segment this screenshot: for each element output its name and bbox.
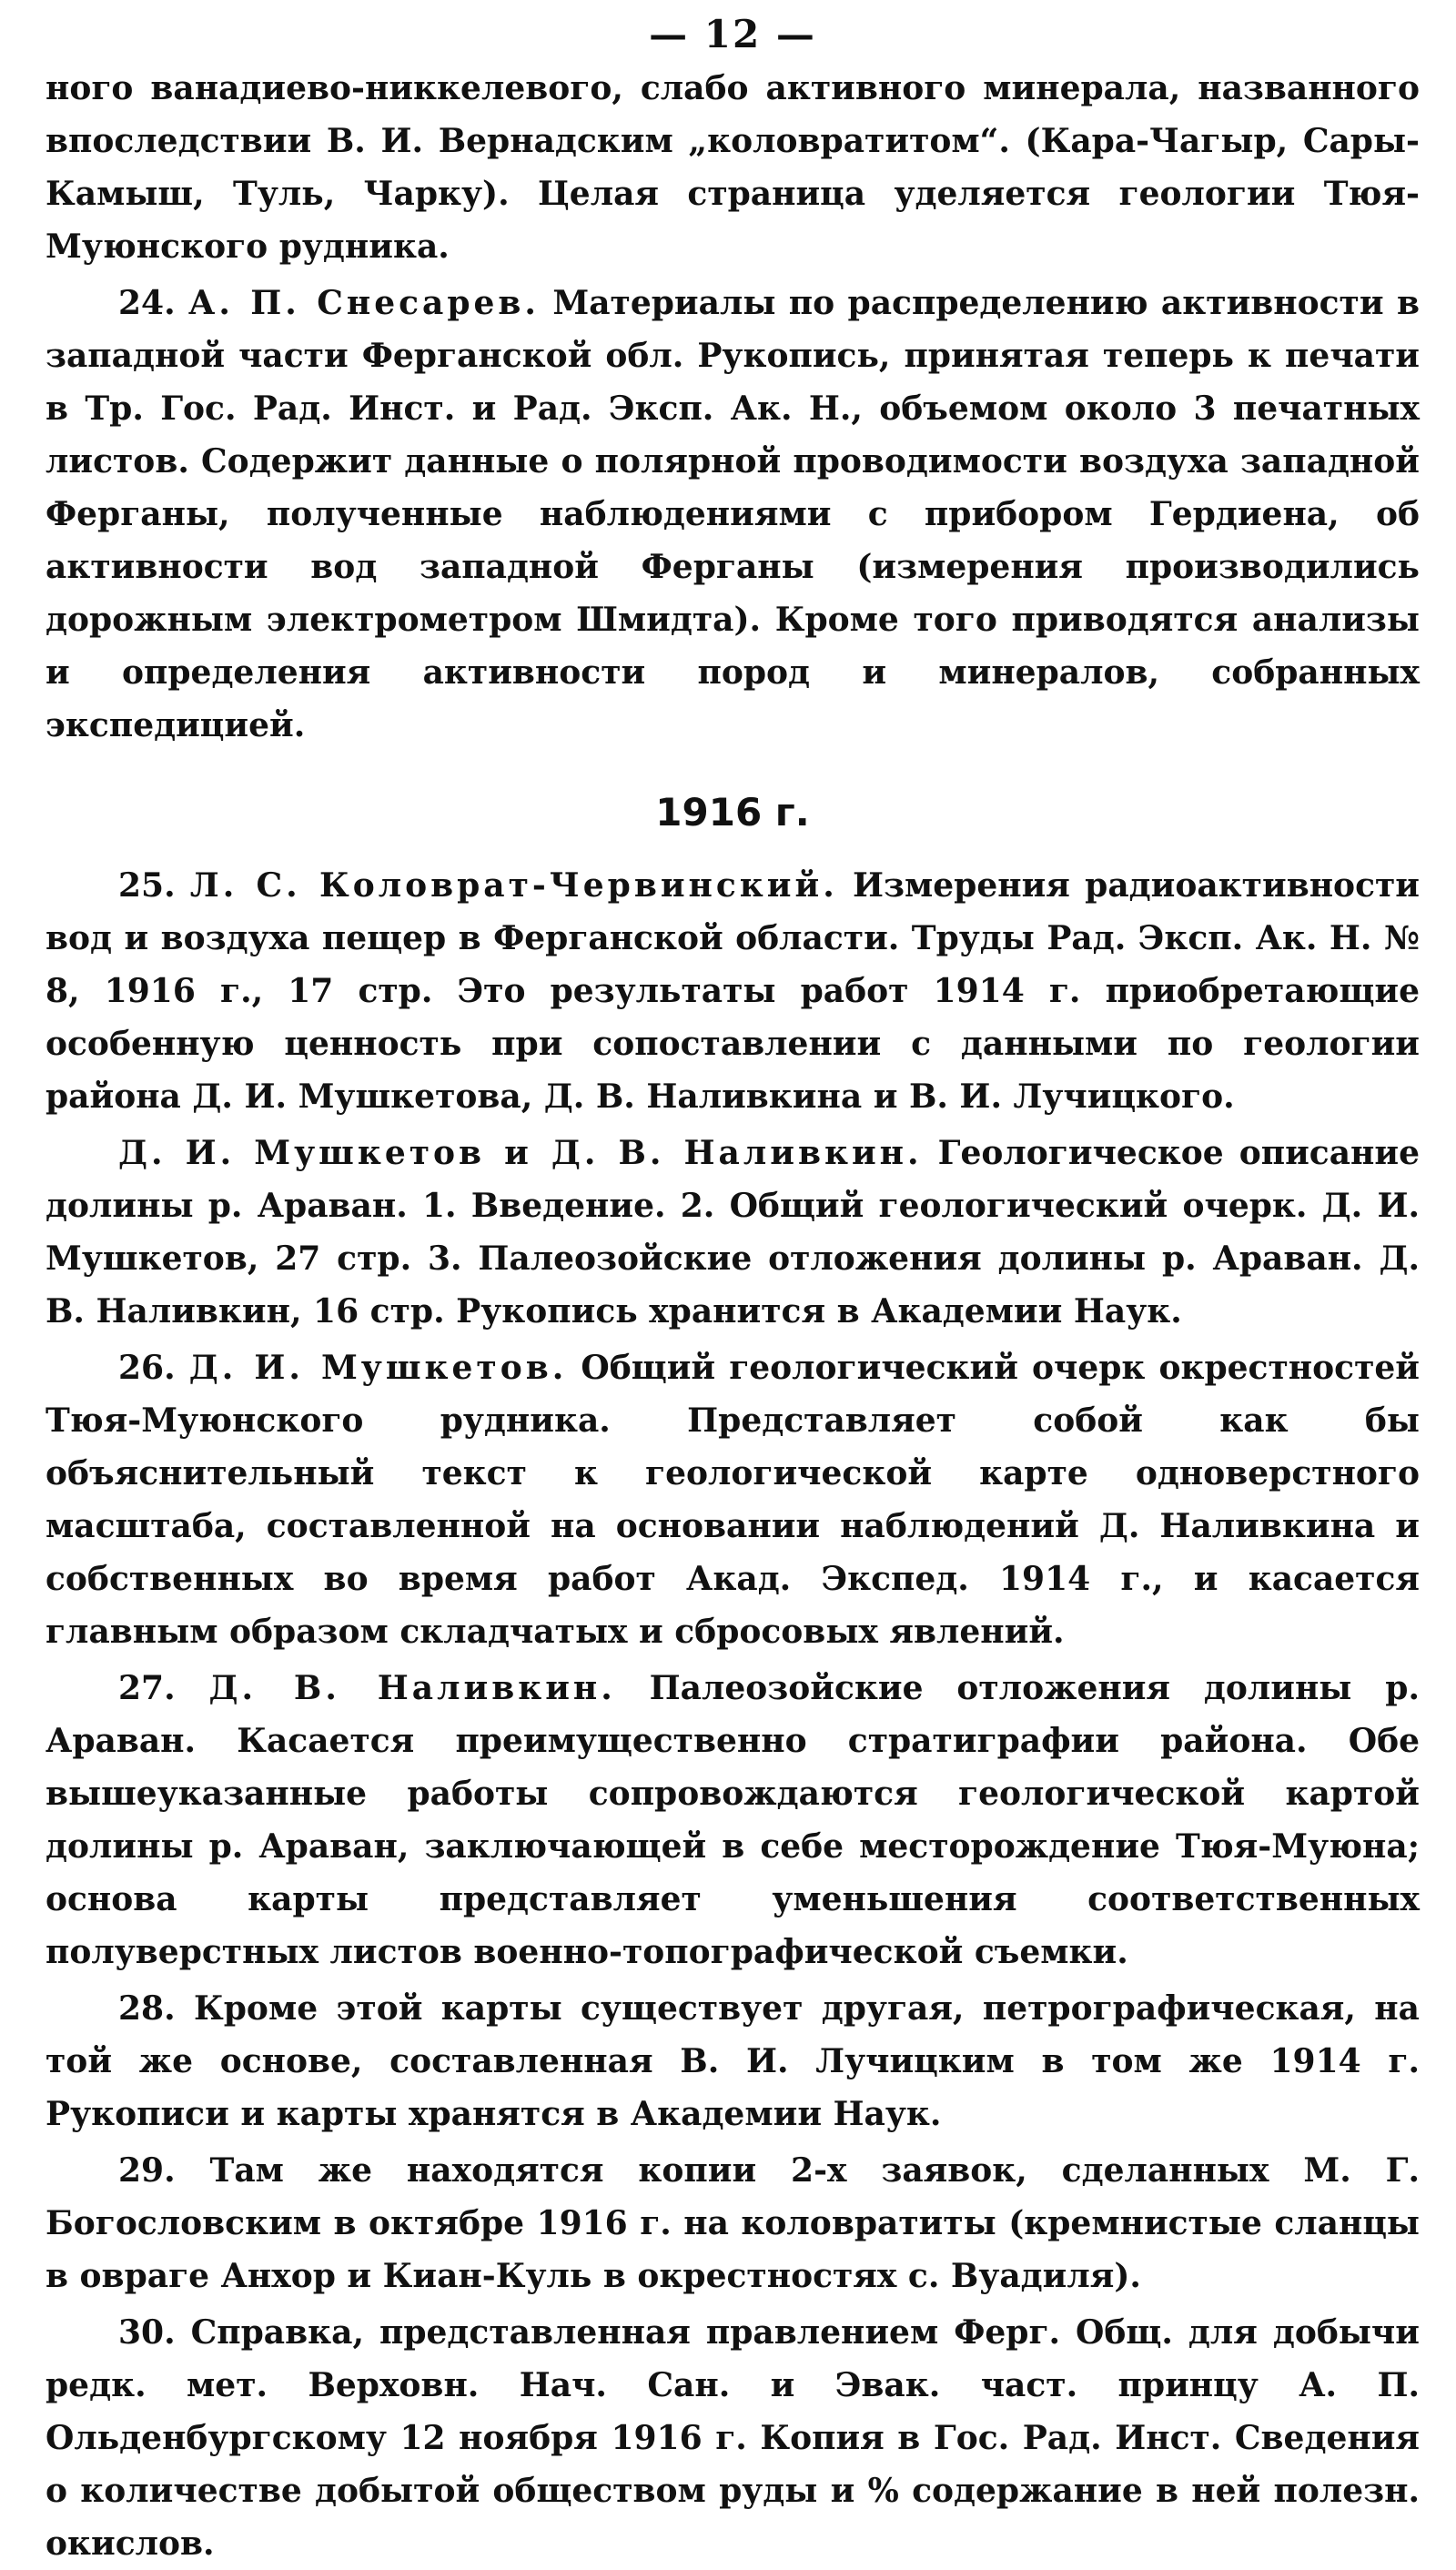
entry-30-number: 30. (118, 2313, 176, 2352)
entry-mushketov-nalivkin (46, 1127, 1420, 1338)
text-block-top (46, 62, 1420, 752)
entry-25 (46, 859, 1420, 1123)
entry-25-author: Л. С. Коловрат-Червинский. (189, 866, 838, 905)
entry-27-author: Д. В. Наливкин. (208, 1669, 616, 1707)
page-number: — 12 — (649, 12, 816, 56)
entry-24 (46, 277, 1420, 752)
entry-26-number: 26. (118, 1349, 176, 1387)
entry-28-number: 28. (118, 1989, 176, 2028)
entry-26 (46, 1341, 1420, 1658)
entry-28-text: Кроме этой карты существует другая, петрографическая, на той же основе, составленная В. И. Лучицким в том же 1914 г. Рукописи и карты хранятся в Академии Наук. (46, 1989, 1420, 2133)
entry-30-text: Справка, представленная правлением Ферг. Общ. для добычи редк. мет. Верховн. Нач. Сан. и Эвак. част. принцу А. П. Ольденбургскому 12 ноября 1916 г. Копия в Гос. Рад. Инст. Сведения о количестве добытой обществом руды и % содержание в ней полезн. окислов. (46, 2313, 1420, 2563)
entry-29-number: 29. (118, 2151, 176, 2190)
entry-24-number: 24. (118, 284, 176, 322)
entry-27 (46, 1662, 1420, 1978)
entry-30 (46, 2306, 1420, 2570)
entry-29 (46, 2144, 1420, 2302)
intro-paragraph (46, 62, 1420, 273)
text-block-1916 (46, 859, 1420, 2570)
entry-25-text: Измерения радиоактивности вод и воздуха пещер в Ферганской области. Труды Рад. Эксп. Ак. Н. № 8, 1916 г., 17 стр. Это результаты работ 1914 г. приобретающие особенную ценность при сопоставлении с данными по геологии района Д. И. Мушкетова, Д. В. Наливкина и В. И. Лучицкого. (46, 866, 1420, 1116)
entry-mushketov-nalivkin-text: Геологическое описание долины р. Араван. 1. Введение. 2. Общий геологический очерк. Д. И. Мушкетов, 27 стр. 3. Палеозойские отложения долины р. Араван. Д. В. Наливкин, 16 стр. Рукопись хранится в Академии Наук. (46, 1134, 1420, 1331)
entry-24-author: А. П. Снесарев. (188, 284, 540, 322)
entry-27-number: 27. (118, 1669, 176, 1707)
entry-28 (46, 1982, 1420, 2140)
entry-27-text: Палеозойские отложения долины р. Араван. Касается преимущественно стратиграфии района. Обе вышеуказанные работы сопровождаются геологической картой долины р. Араван, заключающей в себе месторождение Тюя-Муюна; основа карты представляет уменьшения соответственных полуверстных листов военно-топографической съемки. (46, 1669, 1420, 1971)
entry-mushketov-nalivkin-author: Д. И. Мушкетов и Д. В. Наливкин. (118, 1134, 923, 1172)
document-page (46, 0, 1420, 2563)
entry-29-text: Там же находятся копии 2-х заявок, сделанных М. Г. Богословским в октябре 1916 г. на коловратиты (кремнистые сланцы в овраге Анхор и Киан-Куль в окрестностях с. Вуадиля). (46, 2151, 1420, 2295)
entry-24-text: Материалы по распределению активности в западной части Ферганской обл. Рукопись, принятая теперь к печати в Тр. Гос. Рад. Инст. и Рад. Эксп. Ак. Н., объемом около 3 печатных листов. Содержит данные о полярной проводимости воздуха западной Ферганы, полученные наблюдениями с прибором Гердиена, об активности вод западной Ферганы (измерения производились дорожным электрометром Шмидта). Кроме того приводятся анализы и определения активности пород и минералов, собранных экспедицией. (46, 284, 1420, 744)
entry-26-text: Общий геологический очерк окрестностей Тюя-Муюнского рудника. Представляет собой как бы объяснительный текст к геологической карте одноверстного масштаба, составленной на основании наблюдений Д. Наливкина и собственных во время работ Акад. Экспед. 1914 г., и касается главным образом складчатых и сбросовых явлений. (46, 1349, 1420, 1651)
entry-26-author: Д. И. Мушкетов. (188, 1349, 568, 1387)
entry-25-number: 25. (118, 866, 176, 905)
year-heading: 1916 г. (655, 790, 810, 835)
intro-text: ного ванадиево-никкелевого, слабо активного минерала, названного впоследствии В. И. Вернадским „коловратитом“. (Кара-Чагыр, Сары-Камыш, Туль, Чарку). Целая страница уделяется геологии Тюя-Муюнского рудника. (46, 69, 1420, 266)
